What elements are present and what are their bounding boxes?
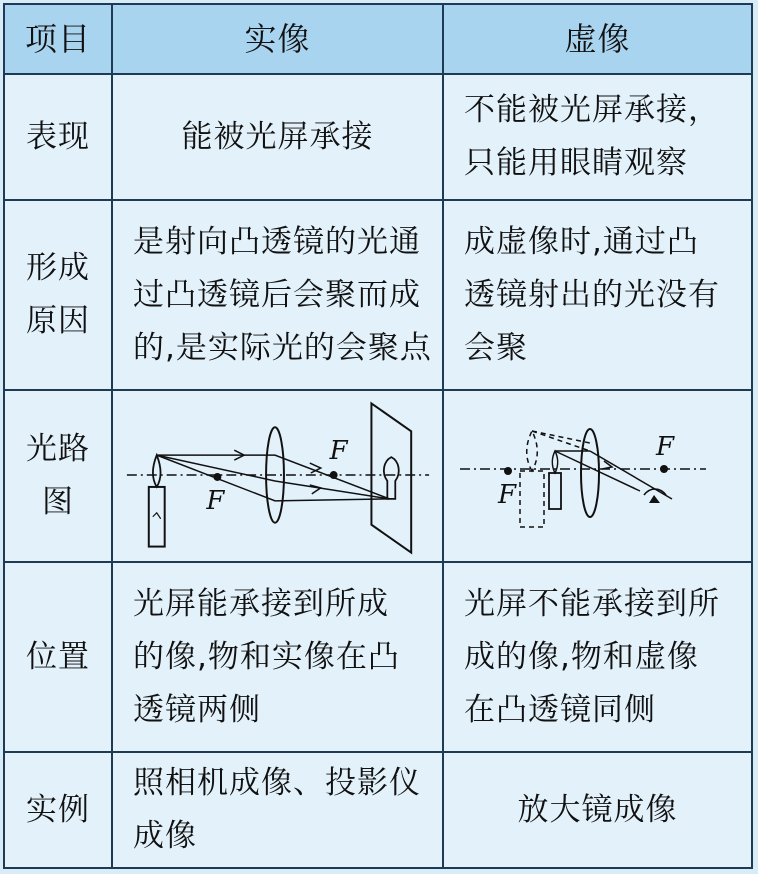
position-real-text: 光屏能承接到所成 的像,物和实像在凸 透镜两侧 (133, 585, 400, 728)
header-virtual-cell (444, 5, 751, 73)
cause-label: 形成 原因 (26, 250, 90, 339)
candle (149, 487, 165, 547)
header-real-cell (113, 5, 444, 73)
cause-virtual-text: 成虚像时,通过凸 透镜射出的光没有 会聚 (464, 223, 720, 366)
convex-lens (581, 429, 599, 517)
real-diagram-cell (113, 391, 444, 561)
example-label-cell (5, 753, 113, 867)
appearance-label: 表现 (26, 118, 90, 155)
cause-virtual-cell (444, 201, 751, 389)
diagram-label-cell (5, 391, 113, 561)
virtual-image (520, 471, 544, 527)
ray-focal (157, 455, 390, 499)
position-virtual-text: 光屏不能承接到所 成的像,物和虚像 在凸透镜同侧 (464, 585, 720, 728)
focal-label-left: F (206, 485, 225, 516)
real-image-ray-diagram (113, 391, 442, 561)
appearance-virtual-text: 不能被光屏承接， 只能用眼睛观察 (464, 92, 720, 181)
focal-point-right (330, 471, 338, 479)
header-item-cell (5, 5, 113, 73)
row-appearance (5, 75, 751, 201)
screen (371, 403, 411, 552)
row-position (5, 563, 751, 753)
header-virtual-image: 虚像 (564, 19, 631, 58)
focal-label-left: F (498, 480, 517, 510)
focal-point-left (504, 467, 512, 475)
focal-label-right: F (329, 436, 348, 467)
cause-label-cell (5, 201, 113, 389)
example-label: 实例 (26, 791, 90, 828)
example-virtual-cell (444, 753, 751, 867)
row-ray-diagram (5, 391, 751, 563)
real-image (384, 457, 399, 499)
focal-point-left (213, 473, 221, 481)
example-real-text: 照相机成像、投影仪 成像 (133, 765, 421, 854)
header-item: 项目 (24, 19, 91, 58)
row-example (5, 753, 751, 867)
candle (549, 473, 561, 509)
header-row (5, 5, 751, 75)
cause-real-cell (113, 201, 444, 389)
comparison-table (3, 3, 753, 869)
ray-parallel (157, 455, 390, 499)
focal-label-right: F (656, 432, 675, 462)
position-label-cell (5, 563, 113, 751)
header-real-image: 实像 (244, 19, 311, 58)
appearance-real-cell (113, 75, 444, 199)
example-real-cell (113, 753, 444, 867)
appearance-real-text: 能被光屏承接 (181, 118, 374, 155)
position-real-cell (113, 563, 444, 751)
focal-point-right (660, 465, 668, 473)
example-virtual-text: 放大镜成像 (517, 791, 678, 828)
virtual-image-ray-diagram (444, 391, 751, 561)
diagram-label: 光路 图 (26, 431, 90, 520)
candle-flame (153, 455, 161, 487)
position-virtual-cell (444, 563, 751, 751)
appearance-label-cell (5, 75, 113, 199)
row-cause (5, 201, 751, 391)
virtual-diagram-cell (444, 391, 751, 561)
position-label: 位置 (26, 638, 90, 675)
appearance-virtual-cell (444, 75, 751, 199)
cause-real-text: 是射向凸透镜的光通 过凸透镜后会聚而成 的,是实际光的会聚点 (133, 223, 432, 366)
